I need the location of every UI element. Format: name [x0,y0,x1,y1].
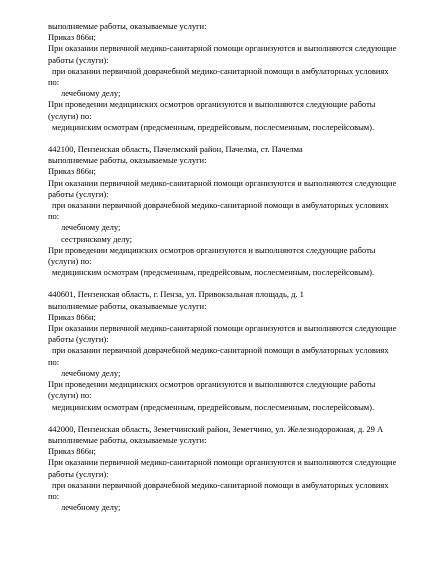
text-line: при оказании первичной доврачебной медико-санитарной помощи в амбулаторных условиях [52,345,389,356]
text-line: (услуги) по: [48,256,92,267]
text-line: при оказании первичной доврачебной медико-санитарной помощи в амбулаторных условиях [52,65,389,76]
text-line: Приказ 866н; [48,311,96,322]
text-line: выполняемые работы, оказываемые услуги: [48,155,207,166]
text-line: работы (услуги): [48,468,109,479]
text-line: При оказании первичной медико-санитарной помощи организуются и выполняются следующие [48,457,397,468]
text-line: лечебному делу; [61,367,121,378]
text-line: (услуги) по: [48,390,92,401]
text-line: по: [48,211,60,222]
text-line: Приказ 866н; [48,32,96,43]
text-line: работы (услуги): [48,334,109,345]
text-line: работы (услуги): [48,188,109,199]
text-line: При оказании первичной медико-санитарной помощи организуются и выполняются следующие [48,43,397,54]
text-line: по: [48,77,60,88]
text-line: лечебному делу; [61,502,121,513]
text-line: при оказании первичной доврачебной медико-санитарной помощи в амбулаторных условиях [52,200,389,211]
text-line: выполняемые работы, оказываемые услуги: [48,434,207,445]
text-line: При проведении медицинских осмотров организуются и выполняются следующие работы [48,379,376,390]
address-block [48,423,397,514]
text-line: работы (услуги): [48,54,109,65]
document-page [48,21,397,513]
block-gap [48,278,388,289]
text-line: выполняемые работы, оказываемые услуги: [48,300,207,311]
text-line: При проведении медицинских осмотров организуются и выполняются следующие работы [48,99,376,110]
address-block [48,289,397,412]
text-line: 442000, Пензенская область, Земетчинский район, Земетчино, ул. Железнодорожная, д. 29 А [48,423,384,434]
text-line: медицинским осмотрам (предсменным, предрейсовым, послесменным, послерейсовым). [52,121,375,132]
block-gap [48,133,388,144]
address-block [48,144,397,278]
text-line: При проведении медицинских осмотров организуются и выполняются следующие работы [48,244,376,255]
text-line: 442100, Пензенская область, Пачелмский район, Пачелма, ст. Пачелма [48,144,303,155]
text-line: При оказании первичной медико-санитарной помощи организуются и выполняются следующие [48,323,397,334]
text-line: (услуги) по: [48,110,92,121]
text-line: по: [48,490,60,501]
text-line: лечебному делу; [61,222,121,233]
text-line: выполняемые работы, оказываемые услуги: [48,21,207,31]
text-line: при оказании первичной доврачебной медико-санитарной помощи в амбулаторных условиях [52,479,389,490]
text-line: медицинским осмотрам (предсменным, предрейсовым, послесменным, послерейсовым). [52,267,375,278]
text-line: медицинским осмотрам (предсменным, предрейсовым, послесменным, послерейсовым). [52,401,375,412]
text-line: по: [48,356,60,367]
text-line: Приказ 866н; [48,446,96,457]
text-line: сестринскому делу; [61,233,132,244]
address-block [48,21,397,133]
text-line: лечебному делу; [61,88,121,99]
text-line: Приказ 866н; [48,166,96,177]
text-line: 440601, Пензенская область, г. Пенза, ул. Привокзальная площадь, д. 1 [48,289,304,300]
text-line: При оказании первичной медико-санитарной помощи организуются и выполняются следующие [48,177,397,188]
block-gap [48,413,388,424]
